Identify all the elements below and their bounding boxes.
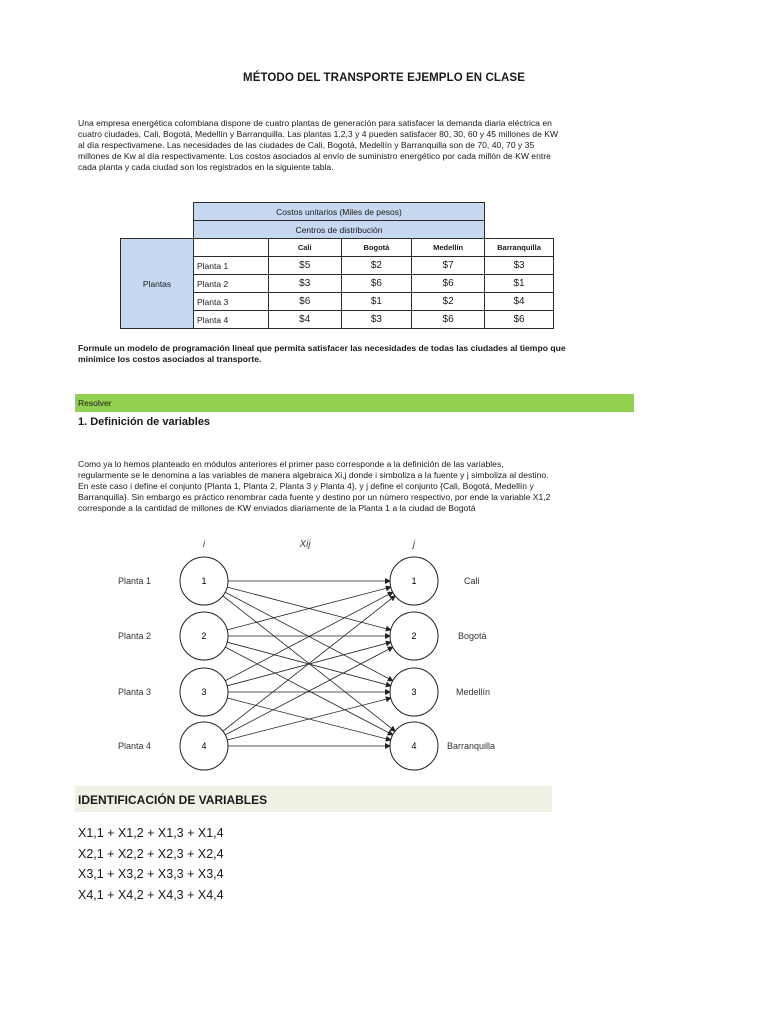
plantas-group-label: Plantas (121, 239, 194, 329)
source-node-number: 4 (201, 741, 207, 751)
definition-line: Como ya lo hemos planteado en módulos anteriores el primer paso corresponde a la definición de las variables, (78, 459, 504, 469)
cost-cell: $1 (485, 275, 554, 293)
equation-line: X2,1 + X2,2 + X2,3 + X2,4 (78, 847, 224, 861)
destination-node (390, 722, 438, 770)
row-label: Planta 3 (194, 293, 269, 311)
cost-cell: $3 (341, 311, 412, 329)
destination-header: j (412, 539, 416, 550)
cost-cell: $1 (341, 293, 412, 311)
intro-line: Una empresa energética colombiana dispone de cuatro plantas de generación para satisfacer la demanda diaria eléctrica en (78, 118, 552, 128)
intro-line: al día respectivamene. Las necesidades de las ciudades de Cali, Bogotá, Medellín y Barranquilla son de 70, 40, 70 y 35 (78, 140, 535, 150)
source-header: i (202, 539, 206, 550)
intro-line: cuatro ciudades, Cali, Bogotá, Medellín y Barranquilla. Las plantas 1,2,3 y 4 pueden satisfacer 80, 30, 60 y 45 millones de KW (78, 129, 559, 139)
destination-label: Bogotá (458, 631, 487, 641)
intro-line: cada planta y cada ciudad son los registrados en la siguiente tabla. (78, 162, 334, 172)
cost-cell: $6 (412, 311, 485, 329)
arc-group (223, 581, 395, 746)
cost-cell: $4 (268, 311, 341, 329)
table-corner (121, 203, 194, 221)
destination-node-number: 2 (411, 631, 417, 641)
source-node (180, 557, 228, 605)
arc-header: Xij (299, 539, 311, 550)
section-title: 1. Definición de variables (78, 416, 211, 428)
source-node (180, 612, 228, 660)
source-label: Planta 2 (118, 631, 152, 641)
source-label: Planta 3 (118, 687, 152, 697)
equation-line: X1,1 + X1,2 + X1,3 + X1,4 (78, 826, 224, 840)
question-line: minimice los costos asociados al transporte. (78, 354, 262, 364)
row-label: Planta 2 (194, 275, 269, 293)
cost-cell: $4 (485, 293, 554, 311)
destination-node (390, 612, 438, 660)
destination-label: Cali (464, 576, 480, 586)
source-node-number: 2 (201, 631, 207, 641)
source-label: Planta 4 (118, 741, 152, 751)
equation-line: X4,1 + X4,2 + X4,3 + X4,4 (78, 888, 224, 902)
source-node-number: 3 (201, 687, 207, 697)
cost-cell: $6 (341, 275, 412, 293)
definition-line: regularmente se le denomina a las variables de manera algebraica Xi,j donde i simboliza a la fuente y j simboliza al destino. (78, 470, 549, 480)
cost-cell: $5 (268, 257, 341, 275)
source-node-number: 1 (201, 576, 207, 586)
source-label: Planta 1 (118, 576, 152, 586)
cost-cell: $3 (268, 275, 341, 293)
identification-header: IDENTIFICACIÓN DE VARIABLES (75, 786, 552, 812)
destination-node-number: 1 (411, 576, 417, 586)
destination-node-number: 4 (411, 741, 417, 751)
destination-node (390, 557, 438, 605)
cost-cell: $6 (485, 311, 554, 329)
resolver-bar: Resolver (75, 394, 634, 412)
cost-cell: $7 (412, 257, 485, 275)
row-label: Planta 1 (194, 257, 269, 275)
empty-header-cell (194, 239, 269, 257)
source-node (180, 668, 228, 716)
table-subtitle: Centros de distribución (194, 221, 485, 239)
source-node (180, 722, 228, 770)
column-header: Medellín (412, 239, 485, 257)
row-label: Planta 4 (194, 311, 269, 329)
page-title: MÉTODO DEL TRANSPORTE EJEMPLO EN CLASE (243, 72, 525, 84)
cost-cell: $6 (412, 275, 485, 293)
intro-paragraph (78, 118, 633, 173)
equation-line: X3,1 + X3,2 + X3,3 + X3,4 (78, 867, 224, 881)
question-paragraph (78, 343, 633, 365)
destination-label: Medellín (456, 687, 491, 697)
definition-paragraph (78, 459, 633, 514)
cost-cell: $2 (341, 257, 412, 275)
network-diagram (0, 530, 768, 780)
cost-cell: $3 (485, 257, 554, 275)
definition-line: corresponde a la cantidad de millones de KW enviados diariamente de la Planta 1 a la ciudad de Bogotá (78, 503, 476, 513)
cost-cell: $6 (268, 293, 341, 311)
intro-line: millones de Kw al día respectivamente. Los costos asociados al envío de suministro energético por cada millón de KW entre (78, 151, 551, 161)
cost-table (120, 202, 554, 329)
cost-cell: $2 (412, 293, 485, 311)
definition-line: En este caso i define el conjunto {Planta 1, Planta 2, Planta 3 y Planta 4}, y j define el conjunto {Cali, Bogotá, Medellín y (78, 481, 534, 491)
column-header: Barranquilla (485, 239, 554, 257)
destination-node-number: 3 (411, 687, 417, 697)
table-corner (121, 221, 194, 239)
table-title: Costos unitarios (Miles de pesos) (194, 203, 485, 221)
definition-line: Barranquilla}. Sin embargo es práctico renombrar cada fuente y destino por un número respectivo, por ende la variable X1,2 (78, 492, 551, 502)
column-header: Bogotá (341, 239, 412, 257)
destination-label: Barranquilla (447, 741, 496, 751)
question-line: Formule un modelo de programación lineal que permita satisfacer las necesidades de todas las ciudades al tiempo que (78, 343, 566, 353)
destination-node (390, 668, 438, 716)
column-header: Cali (268, 239, 341, 257)
